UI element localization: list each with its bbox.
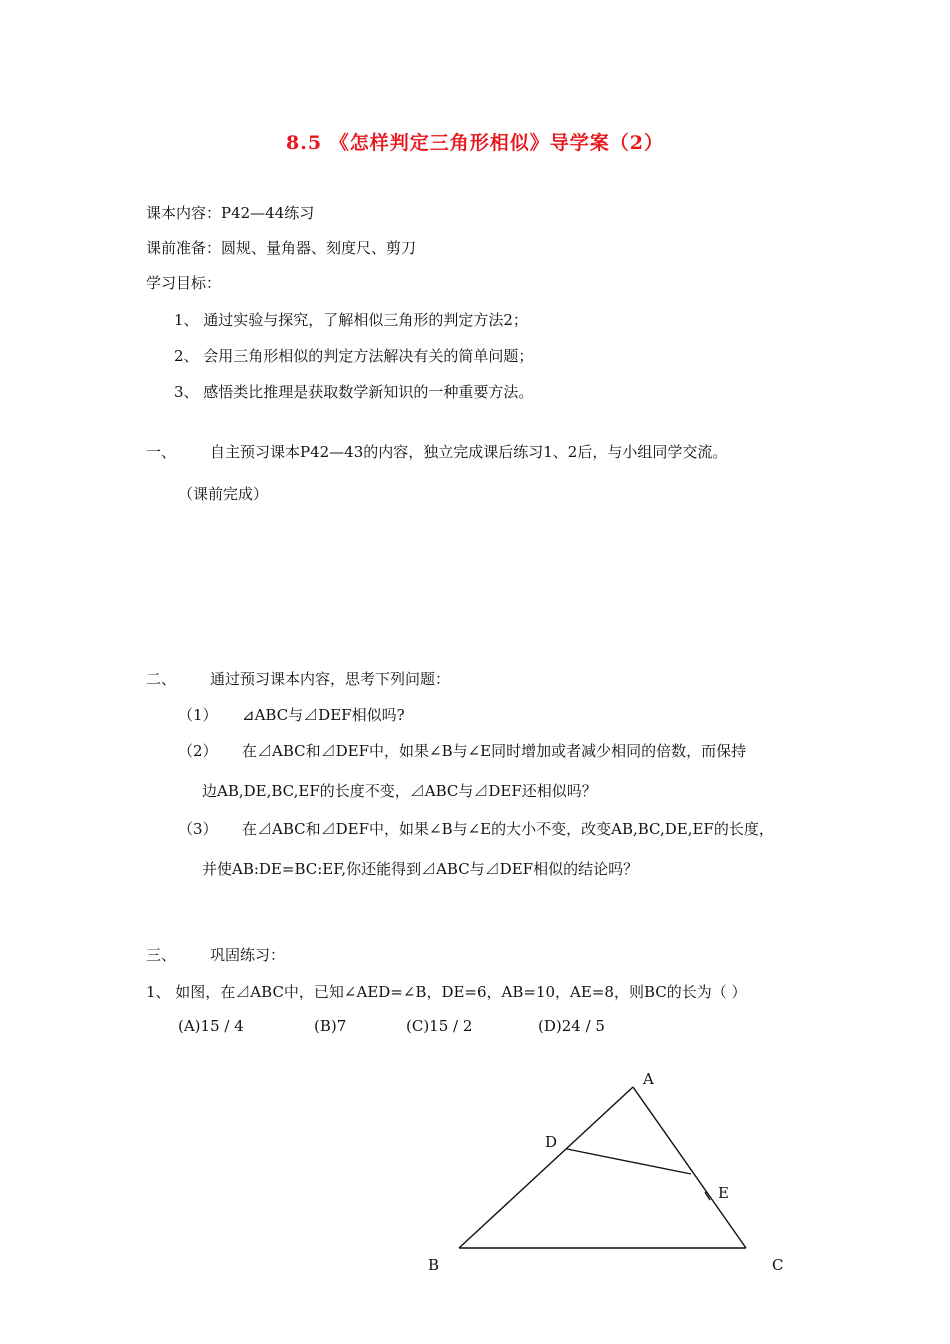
option-c: (C)15 / 2 bbox=[406, 1017, 473, 1035]
goals-label: 学习目标： bbox=[146, 274, 222, 292]
question-1-num: （1） bbox=[178, 706, 218, 724]
label-e: E bbox=[718, 1184, 729, 1202]
question-2-num: （2） bbox=[178, 742, 218, 760]
question-3-num: （3） bbox=[178, 820, 218, 838]
prep-line: 课前准备：圆规、量角器、刻度尺、剪刀 bbox=[146, 239, 417, 257]
option-d: (D)24 / 5 bbox=[538, 1017, 605, 1035]
segment-de bbox=[567, 1149, 691, 1174]
section3-num: 三、 bbox=[146, 946, 177, 964]
label-a: A bbox=[643, 1070, 654, 1088]
section1-num: 一、 bbox=[146, 443, 177, 461]
section1-text: 自主预习课本P42—43的内容，独立完成课后练习1、2后，与小组同学交流。 bbox=[210, 443, 728, 461]
problem-1: 1、 如图，在⊿ABC中，已知∠AED=∠B，DE=6，AB=10，AE=8，则BC的长为（ ） bbox=[146, 983, 747, 1001]
option-b: (B)7 bbox=[314, 1017, 347, 1035]
question-2-text-b: 边AB,DE,BC,EF的长度不变，⊿ABC与⊿DEF还相似吗？ bbox=[202, 782, 597, 800]
label-b: B bbox=[428, 1256, 440, 1274]
side-ab bbox=[459, 1087, 633, 1248]
question-2-text-a: 在⊿ABC和⊿DEF中，如果∠B与∠E同时增加或者减少相同的倍数，而保持 bbox=[242, 742, 747, 760]
section3-text: 巩固练习： bbox=[210, 946, 286, 964]
section1-note: （课前完成） bbox=[178, 485, 269, 503]
option-a: (A)15 / 4 bbox=[178, 1017, 244, 1035]
question-1-text: ⊿ABC与⊿DEF相似吗? bbox=[242, 706, 405, 724]
content-line: 课本内容：P42—44练习 bbox=[146, 204, 315, 222]
question-3-text-a: 在⊿ABC和⊿DEF中，如果∠B与∠E的大小不变，改变AB,BC,DE,EF的长度， bbox=[242, 820, 774, 838]
goal-3: 3、 感悟类比推理是获取数学新知识的一种重要方法。 bbox=[174, 383, 534, 401]
question-3-text-b: 并使AB:DE=BC:EF,你还能得到⊿ABC与⊿DEF相似的结论吗？ bbox=[202, 860, 639, 878]
goal-2: 2、 会用三角形相似的判定方法解决有关的简单问题； bbox=[174, 347, 534, 365]
page-title: 8.5 《怎样判定三角形相似》导学案（2） bbox=[286, 132, 664, 154]
goal-1: 1、 通过实验与探究，了解相似三角形的判定方法2； bbox=[174, 311, 528, 329]
label-d: D bbox=[545, 1133, 558, 1151]
section2-num: 二、 bbox=[146, 670, 177, 688]
label-c: C bbox=[772, 1256, 784, 1274]
section2-text: 通过预习课本内容，思考下列问题： bbox=[210, 670, 451, 688]
side-ac bbox=[633, 1087, 746, 1248]
